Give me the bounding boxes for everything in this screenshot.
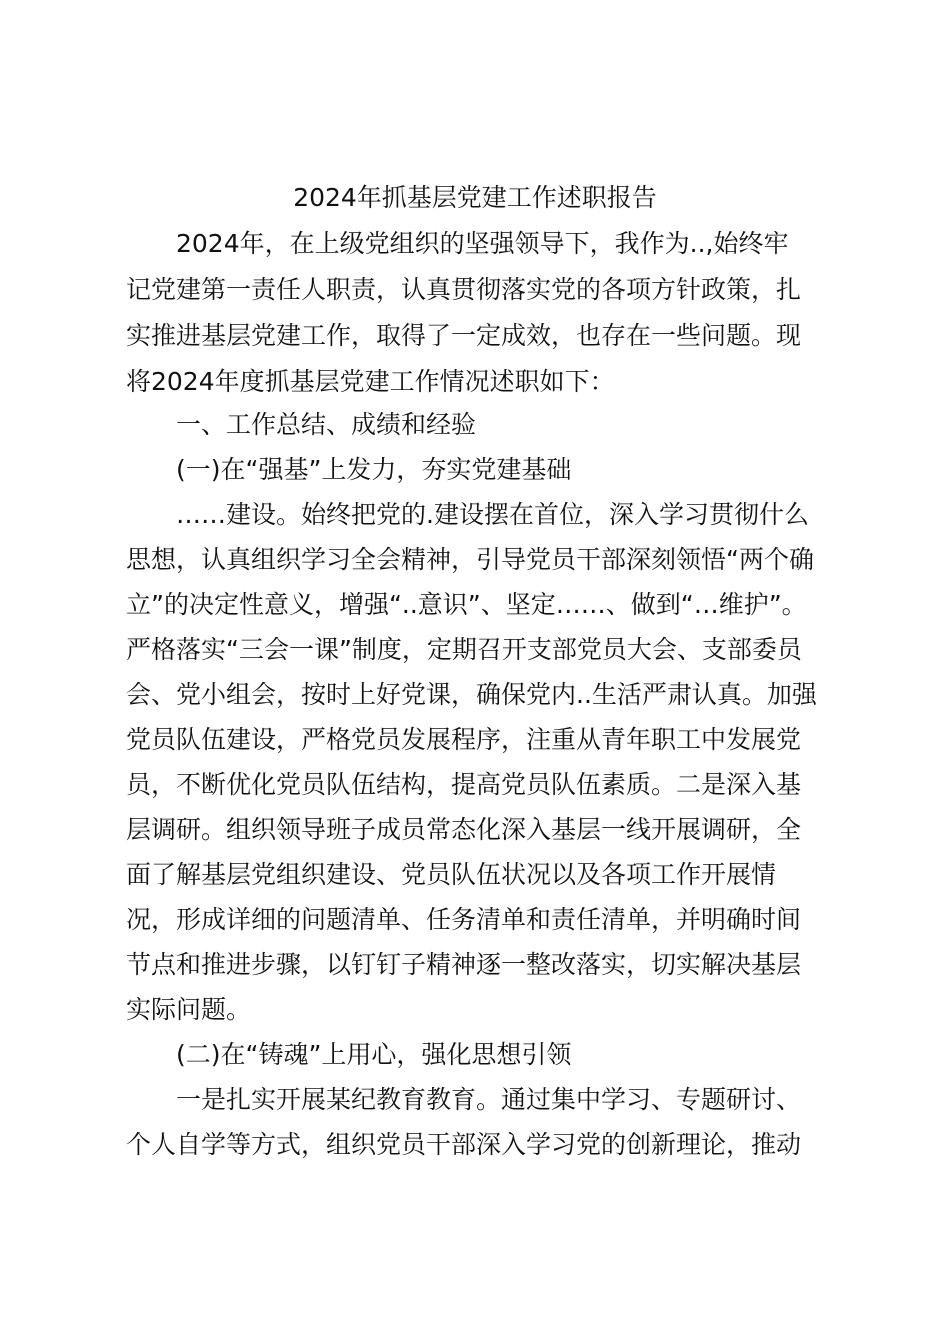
paragraph-line: 实际问题。 bbox=[126, 995, 252, 1024]
paragraph-line: 立”的决定性意义，增强“..意识”、坚定……、做到“…维护”。 bbox=[126, 590, 807, 619]
paragraph-line: 员，不断优化党员队伍结构，提高党员队伍素质。二是深入基 bbox=[126, 770, 802, 799]
paragraph-line: 将2024年度抓基层党建工作情况述职如下： bbox=[126, 367, 615, 396]
paragraph-line: 思想，认真组织学习全会精神，引导党员干部深刻领悟“两个确 bbox=[126, 545, 814, 574]
paragraph-line: 况，形成详细的问题清单、任务清单和责任清单，并明确时间 bbox=[126, 905, 802, 934]
subsection-heading: (二)在“铸魂”上用心，强化思想引领 bbox=[176, 1040, 572, 1069]
document-title: 2024年抓基层党建工作述职报告 bbox=[293, 183, 657, 212]
paragraph-line: 个人自学等方式，组织党员干部深入学习党的创新理论，推动 bbox=[126, 1130, 802, 1159]
paragraph-line: ……建设。始终把党的.建设摆在首位，深入学习贯彻什么 bbox=[176, 500, 809, 529]
paragraph-line: 一是扎实开展某纪教育教育。通过集中学习、专题研讨、 bbox=[176, 1085, 802, 1114]
paragraph-line: 党员队伍建设，严格党员发展程序，注重从青年职工中发展党 bbox=[126, 725, 802, 754]
paragraph-line: 2024年，在上级党组织的坚强领导下，我作为..,始终牢 bbox=[176, 229, 789, 258]
paragraph-line: 实推进基层党建工作，取得了一定成效，也存在一些问题。现 bbox=[126, 321, 802, 350]
subsection-heading: (一)在“强基”上发力，夯实党建基础 bbox=[176, 455, 572, 484]
paragraph-line: 严格落实“三会一课”制度，定期召开支部党员大会、支部委员 bbox=[126, 635, 802, 664]
section-heading: 一、工作总结、成绩和经验 bbox=[176, 410, 477, 439]
paragraph-line: 记党建第一责任人职责，认真贯彻落实党的各项方针政策，扎 bbox=[126, 275, 802, 304]
paragraph-line: 层调研。组织领导班子成员常态化深入基层一线开展调研，全 bbox=[126, 815, 802, 844]
paragraph-line: 会、党小组会，按时上好党课，确保党内..生活严肃认真。加强 bbox=[126, 680, 817, 709]
paragraph-line: 节点和推进步骤，以钉钉子精神逐一整改落实，切实解决基层 bbox=[126, 950, 802, 979]
paragraph-line: 面了解基层党组织建设、党员队伍状况以及各项工作开展情 bbox=[126, 860, 777, 889]
